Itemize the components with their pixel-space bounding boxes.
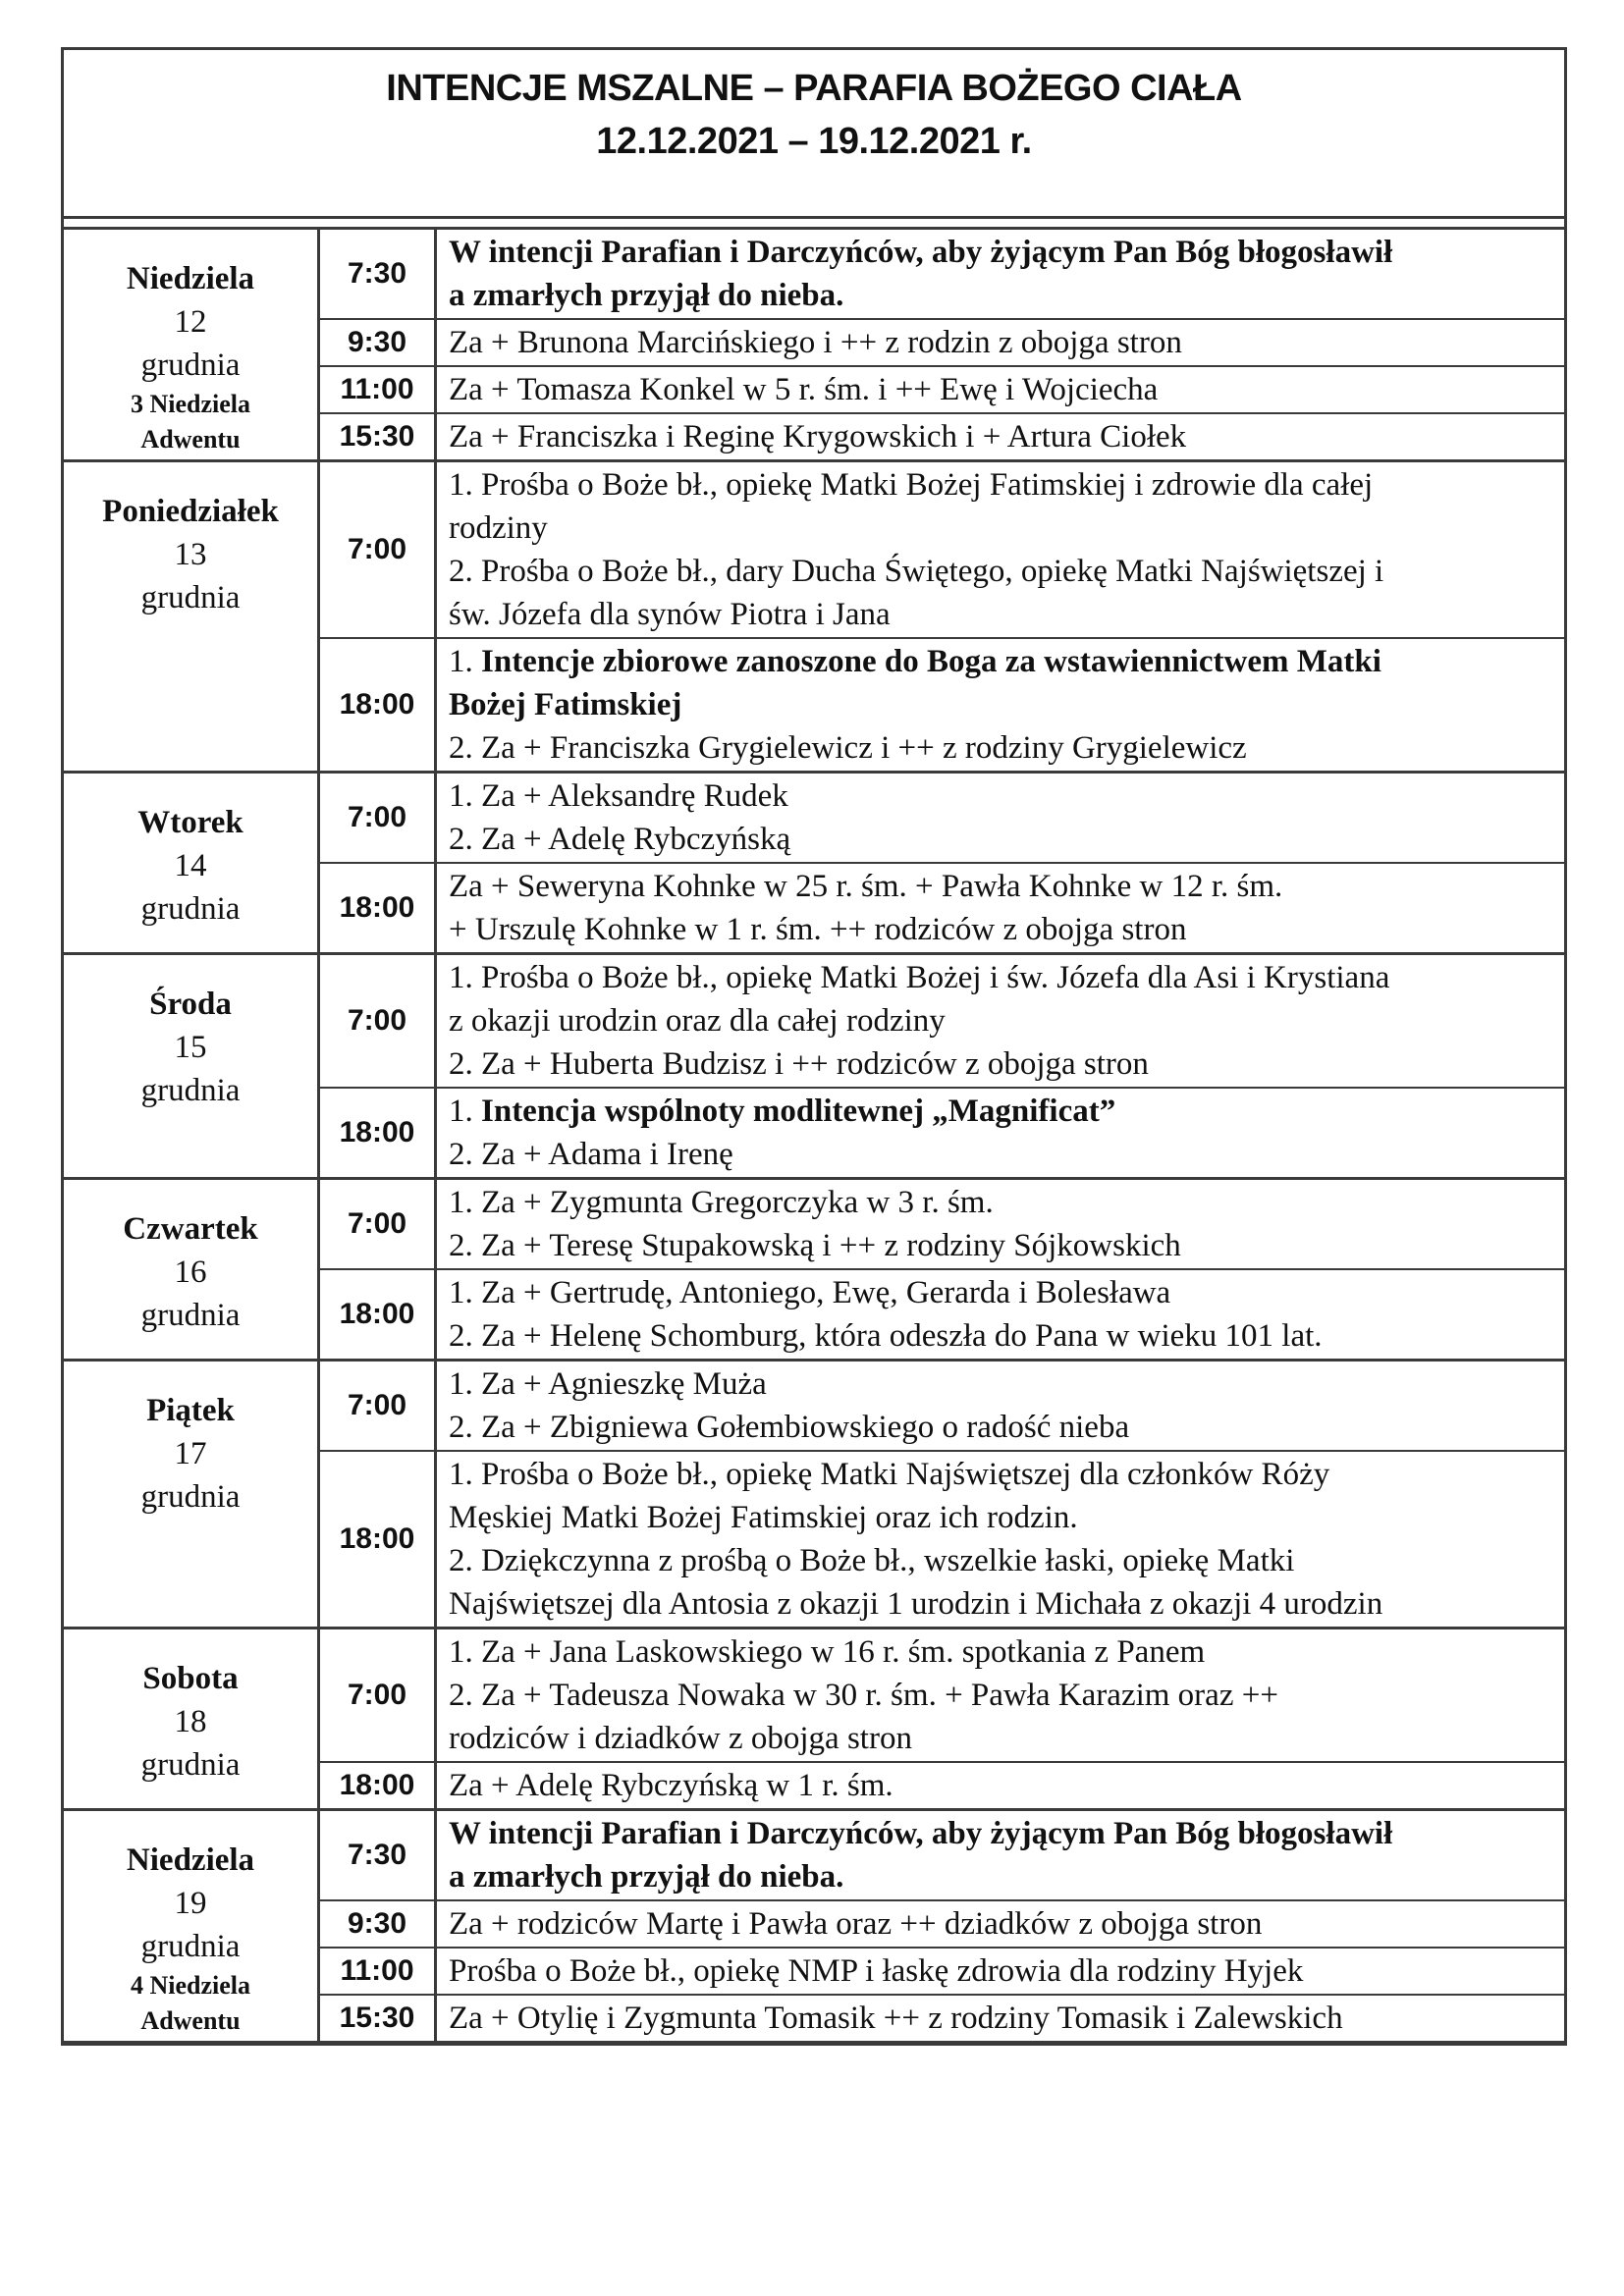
mass-intention xyxy=(436,1361,1565,1452)
intention-line xyxy=(449,683,1558,726)
intention-text: Intencje zbiorowe zanoszone do Boga za wstawiennictwem Matki xyxy=(481,644,1381,679)
intention-text: Intencja wspólnoty modlitewnej „Magnificat” xyxy=(481,1094,1116,1129)
intentions-table xyxy=(64,230,1564,2043)
intention-text: Za + rodziców Martę i Pawła oraz ++ dziadków z obojga stron xyxy=(449,1906,1263,1942)
intention-line xyxy=(449,415,1558,458)
mass-time: 7:00 xyxy=(319,773,436,864)
day-number: 14 xyxy=(174,848,207,883)
intention-line xyxy=(449,774,1558,818)
intention-text: 2. Za + Adelę Rybczyńską xyxy=(449,822,791,857)
schedule-row xyxy=(64,230,1564,319)
intention-line xyxy=(449,1997,1558,2040)
mass-intention xyxy=(436,1995,1565,2042)
mass-intentions-document xyxy=(61,47,1567,2046)
intention-line xyxy=(449,1764,1558,1807)
intention-line xyxy=(449,1630,1558,1674)
intention-text: 1. Za + Gertrudę, Antoniego, Ewę, Gerarda i Bolesława xyxy=(449,1275,1171,1310)
mass-time: 11:00 xyxy=(319,1948,436,1995)
intention-line xyxy=(449,368,1558,411)
intention-line xyxy=(449,999,1558,1042)
intention-line xyxy=(449,865,1558,908)
day-name: Piątek xyxy=(146,1393,235,1428)
mass-intention xyxy=(436,230,1565,319)
intention-line xyxy=(449,1496,1558,1539)
mass-intention xyxy=(436,1762,1565,1810)
intention-text: 2. Za + Huberta Budzisz i ++ rodziców z obojga stron xyxy=(449,1046,1149,1082)
intention-text: Za + Adelę Rybczyńską w 1 r. śm. xyxy=(449,1768,893,1803)
intention-text: Bożej Fatimskiej xyxy=(449,687,682,722)
intention-text: 1. xyxy=(449,1094,481,1129)
mass-intention xyxy=(436,638,1565,773)
intention-text: 1. xyxy=(449,644,481,679)
liturgical-note: Adwentu xyxy=(140,2006,241,2035)
mass-time: 7:00 xyxy=(319,461,436,639)
mass-time: 7:00 xyxy=(319,1629,436,1763)
day-name: Środa xyxy=(149,987,232,1022)
schedule-row xyxy=(64,1179,1564,1270)
intention-line xyxy=(449,593,1558,636)
day-cell xyxy=(64,1810,319,2043)
mass-intention xyxy=(436,319,1565,366)
intention-line xyxy=(449,640,1558,683)
mass-intention xyxy=(436,413,1565,461)
mass-intention xyxy=(436,366,1565,413)
day-month: grudnia xyxy=(140,580,241,615)
mass-intention xyxy=(436,1810,1565,1901)
intention-line xyxy=(449,1902,1558,1946)
intention-text: rodziny xyxy=(449,510,548,546)
mass-time: 7:30 xyxy=(319,1810,436,1901)
intention-text: Za + Otylię i Zygmunta Tomasik ++ z rodziny Tomasik i Zalewskich xyxy=(449,2001,1343,2036)
intention-text: rodziców i dziadków z obojga stron xyxy=(449,1721,912,1756)
title-line-2: 12.12.2021 – 19.12.2021 r. xyxy=(596,121,1032,162)
intention-text: Za + Brunona Marcińskiego i ++ z rodzin z obojga stron xyxy=(449,325,1182,360)
intention-text: z okazji urodzin oraz dla całej rodziny xyxy=(449,1003,946,1039)
intention-line xyxy=(449,507,1558,550)
intention-text: W intencji Parafian i Darczyńców, aby żyjącym Pan Bóg błogosławił xyxy=(449,1816,1393,1851)
day-month: grudnia xyxy=(140,1479,241,1515)
schedule-row xyxy=(64,461,1564,639)
intention-text: 2. Za + Tadeusza Nowaka w 30 r. śm. + Pawła Karazim oraz ++ xyxy=(449,1678,1278,1713)
intention-line xyxy=(449,1271,1558,1314)
day-cell xyxy=(64,230,319,461)
mass-time: 9:30 xyxy=(319,319,436,366)
day-number: 18 xyxy=(174,1704,207,1739)
day-number: 12 xyxy=(174,304,207,340)
schedule-row xyxy=(64,1629,1564,1763)
intention-text: W intencji Parafian i Darczyńców, aby żyjącym Pan Bóg błogosławił xyxy=(449,235,1393,270)
intention-text: Za + Tomasza Konkel w 5 r. śm. i ++ Ewę i Wojciecha xyxy=(449,372,1159,407)
mass-time: 9:30 xyxy=(319,1900,436,1948)
day-cell xyxy=(64,461,319,773)
document-title xyxy=(64,50,1564,219)
mass-intention xyxy=(436,1088,1565,1179)
intention-text: 1. Za + Aleksandrę Rudek xyxy=(449,778,788,814)
schedule-row xyxy=(64,954,1564,1089)
intention-text: + Urszulę Kohnke w 1 r. śm. ++ rodziców z obojga stron xyxy=(449,912,1187,947)
day-number: 15 xyxy=(174,1030,207,1065)
mass-intention xyxy=(436,1451,1565,1629)
liturgical-note: 3 Niedziela xyxy=(130,390,251,418)
day-cell xyxy=(64,1361,319,1629)
intention-line xyxy=(449,1181,1558,1224)
intention-text: a zmarłych przyjął do nieba. xyxy=(449,278,844,313)
intention-line xyxy=(449,1717,1558,1760)
intention-text: Prośba o Boże bł., opiekę NMP i łaskę zdrowia dla rodziny Hyjek xyxy=(449,1953,1304,1989)
day-name: Czwartek xyxy=(123,1211,258,1247)
intention-line xyxy=(449,908,1558,951)
intention-text: 2. Prośba o Boże bł., dary Ducha Świętego, opiekę Matki Najświętszej i xyxy=(449,554,1384,589)
intention-text: 1. Prośba o Boże bł., opiekę Matki Bożej Fatimskiej i zdrowie dla całej xyxy=(449,467,1374,503)
intention-line xyxy=(449,1812,1558,1855)
day-month: grudnia xyxy=(140,1929,241,1964)
mass-intention xyxy=(436,1948,1565,1995)
intention-line xyxy=(449,550,1558,593)
intention-line xyxy=(449,818,1558,861)
liturgical-note: 4 Niedziela xyxy=(130,1971,251,2000)
schedule-row xyxy=(64,1361,1564,1452)
intention-line xyxy=(449,726,1558,770)
intention-line xyxy=(449,1133,1558,1176)
mass-intention xyxy=(436,863,1565,954)
day-name: Poniedziałek xyxy=(102,494,279,529)
intention-line xyxy=(449,274,1558,317)
day-name: Niedziela xyxy=(126,261,255,296)
mass-time: 11:00 xyxy=(319,366,436,413)
title-spacer xyxy=(64,219,1564,230)
mass-time: 18:00 xyxy=(319,863,436,954)
intention-line xyxy=(449,956,1558,999)
day-month: grudnia xyxy=(140,1073,241,1108)
intention-text: Za + Seweryna Kohnke w 25 r. śm. + Pawła Kohnke w 12 r. śm. xyxy=(449,869,1283,904)
day-month: grudnia xyxy=(140,1298,241,1333)
intention-line xyxy=(449,1674,1558,1717)
day-name: Sobota xyxy=(142,1661,239,1696)
mass-time: 7:00 xyxy=(319,1361,436,1452)
day-number: 13 xyxy=(174,537,207,572)
day-number: 19 xyxy=(174,1886,207,1921)
intention-line xyxy=(449,463,1558,507)
intention-text: Najświętszej dla Antosia z okazji 1 urodzin i Michała z okazji 4 urodzin xyxy=(449,1586,1383,1622)
intention-line xyxy=(449,1042,1558,1086)
day-number: 16 xyxy=(174,1255,207,1290)
liturgical-note: Adwentu xyxy=(140,425,241,454)
intention-line xyxy=(449,1224,1558,1267)
intention-text: 2. Za + Helenę Schomburg, która odeszła do Pana w wieku 101 lat. xyxy=(449,1318,1323,1354)
intention-text: 1. Prośba o Boże bł., opiekę Matki Najświętszej dla członków Róży xyxy=(449,1457,1330,1492)
mass-intention xyxy=(436,1269,1565,1361)
mass-intention xyxy=(436,954,1565,1089)
mass-time: 15:30 xyxy=(319,413,436,461)
mass-time: 7:00 xyxy=(319,1179,436,1270)
mass-intention xyxy=(436,1900,1565,1948)
intention-line xyxy=(449,1406,1558,1449)
mass-intention xyxy=(436,773,1565,864)
intention-text: 1. Za + Jana Laskowskiego w 16 r. śm. spotkania z Panem xyxy=(449,1634,1206,1670)
day-cell xyxy=(64,1179,319,1361)
schedule-row xyxy=(64,773,1564,864)
mass-time: 18:00 xyxy=(319,1269,436,1361)
mass-time: 18:00 xyxy=(319,1762,436,1810)
intention-line xyxy=(449,1090,1558,1133)
day-number: 17 xyxy=(174,1436,207,1471)
intention-line xyxy=(449,1582,1558,1626)
intention-line xyxy=(449,1314,1558,1358)
mass-time: 18:00 xyxy=(319,1088,436,1179)
day-month: grudnia xyxy=(140,891,241,927)
intention-line xyxy=(449,321,1558,364)
intention-line xyxy=(449,231,1558,274)
mass-time: 7:00 xyxy=(319,954,436,1089)
intention-text: 2. Za + Teresę Stupakowską i ++ z rodziny Sójkowskich xyxy=(449,1228,1181,1263)
intention-text: 1. Za + Zygmunta Gregorczyka w 3 r. śm. xyxy=(449,1185,994,1220)
intention-line xyxy=(449,1362,1558,1406)
intention-text: 2. Dziękczynna z prośbą o Boże bł., wszelkie łaski, opiekę Matki xyxy=(449,1543,1295,1578)
intention-text: Męskiej Matki Bożej Fatimskiej oraz ich rodzin. xyxy=(449,1500,1078,1535)
intention-line xyxy=(449,1539,1558,1582)
mass-intention xyxy=(436,1179,1565,1270)
mass-intention xyxy=(436,1629,1565,1763)
schedule-row xyxy=(64,1810,1564,1901)
day-name: Niedziela xyxy=(126,1842,255,1878)
day-month: grudnia xyxy=(140,1747,241,1783)
intention-text: 1. Za + Agnieszkę Muża xyxy=(449,1366,767,1402)
intention-text: a zmarłych przyjął do nieba. xyxy=(449,1859,844,1895)
mass-time: 18:00 xyxy=(319,1451,436,1629)
mass-time: 15:30 xyxy=(319,1995,436,2042)
intention-text: 2. Za + Adama i Irenę xyxy=(449,1137,733,1172)
intention-line xyxy=(449,1855,1558,1898)
day-month: grudnia xyxy=(140,347,241,383)
intention-text: 2. Za + Franciszka Grygielewicz i ++ z rodziny Grygielewicz xyxy=(449,730,1247,766)
day-cell xyxy=(64,954,319,1179)
intention-line xyxy=(449,1453,1558,1496)
mass-time: 7:30 xyxy=(319,230,436,319)
title-line-1: INTENCJE MSZALNE – PARAFIA BOŻEGO CIAŁA xyxy=(386,68,1242,109)
intention-text: 2. Za + Zbigniewa Gołembiowskiego o radość nieba xyxy=(449,1410,1130,1445)
intention-text: Za + Franciszka i Reginę Krygowskich i + Artura Ciołek xyxy=(449,419,1187,454)
mass-intention xyxy=(436,461,1565,639)
mass-time: 18:00 xyxy=(319,638,436,773)
day-name: Wtorek xyxy=(137,805,244,840)
day-cell xyxy=(64,773,319,954)
intention-text: św. Józefa dla synów Piotra i Jana xyxy=(449,597,891,632)
day-cell xyxy=(64,1629,319,1810)
intention-line xyxy=(449,1949,1558,1993)
intention-text: 1. Prośba o Boże bł., opiekę Matki Bożej i św. Józefa dla Asi i Krystiana xyxy=(449,960,1390,995)
